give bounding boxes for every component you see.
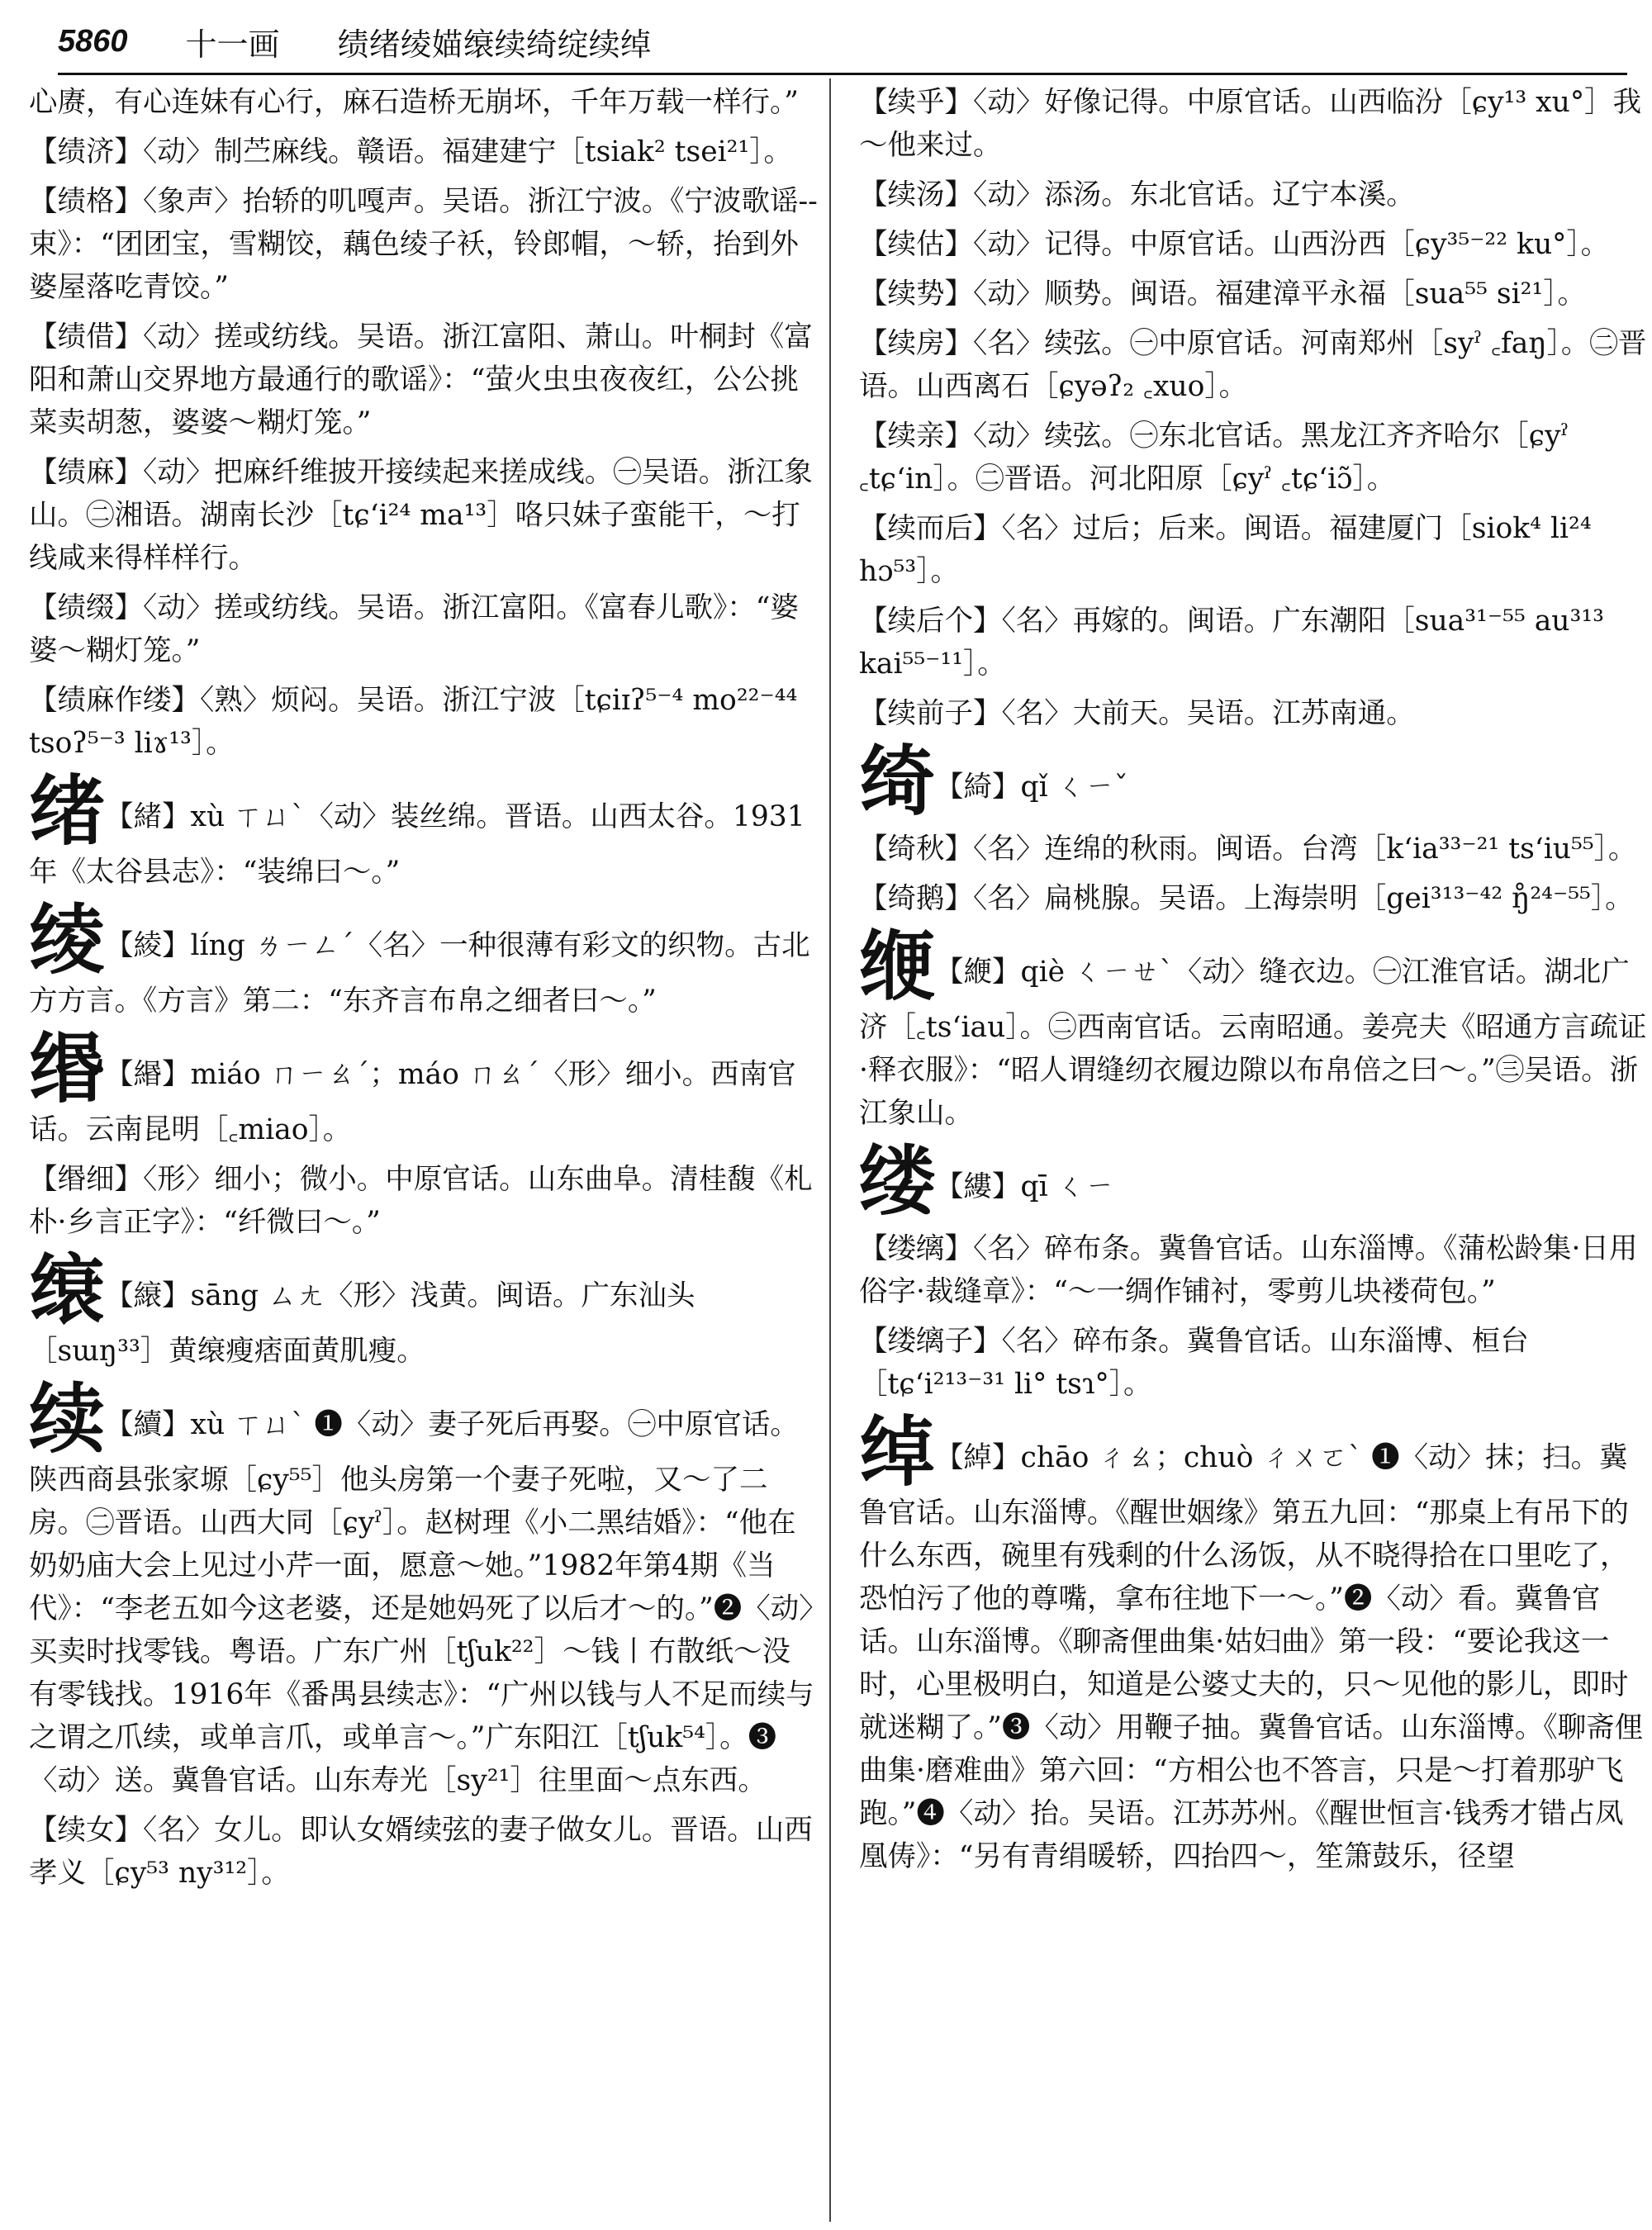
entry: 【绩麻】〈动〉把麻纤维披开接续起来搓成线。㊀吴语。浙江象山。㊁湘语。湖南长沙［tɕʻi²⁴ ma¹³］咯只妹子蛮能干，～打线咸来得样样行。 (29, 456, 813, 575)
entry: 【绩借】〈动〉搓或纺线。吴语。浙江富阳、萧山。叶桐封《富阳和萧山交界地方最通行的歌谣》：“萤火虫虫夜夜红，公公挑菜卖胡葱，婆婆～糊灯笼。” (29, 320, 813, 439)
entry: 【绩济】〈动〉制苎麻线。赣语。福建建宁［tsiak² tsei²¹］。 (29, 135, 793, 168)
head-entry: 绰【綽】chāo ㄔㄠ；chuò ㄔㄨㄛˋ ❶〈动〉抹；扫。冀鲁官话。山东淄博。《醒世姻缘》第五九回：“那桌上有吊下的什么东西，碗里有残剩的什么汤饭，从不晓得拾在口里吃了，恐怕污了他的尊嘴，拿布往地下一～。”❷〈动〉看。冀鲁官话。山东淄博。《聊斋俚曲集·姑妇曲》第一段：“要论我这一时，心里极明白，知道是公婆丈夫的，只～见他的影儿，即时就迷糊了。”❸〈动〉用鞭子抽。冀鲁官话。山东淄博。《聊斋俚曲集·磨难曲》第六回：“方相公也不答言，只是～打着那驴飞跑。”❹〈动〉抬。吴语。江苏苏州。《醒世恒言·钱秀才错占凤凰俦》：“另有青绢暖轿，四抬四～，笙箫鼓乐，径望 (859, 1407, 1644, 1873)
head-entry: 缏【緶】qiè ㄑㄧㄝˋ〈动〉缝衣边。㊀江淮官话。湖北广济［꜀tsʻiau］。㊁西南官话。云南昭通。姜亮夫《昭通方言疏证·释衣服》：“昭人谓缝纫衣履边隙以布帛倍之曰～。”㊂吴语。浙江象山。 (859, 922, 1647, 1130)
head-entry: 绪【緒】xù ㄒㄩˋ〈动〉装丝绵。晋语。山西太谷。1931年《太谷县志》：“装绵曰～。” (29, 766, 805, 889)
entry: 【绩格】〈象声〉抬轿的叽嘎声。吴语。浙江宁波。《宁波歌谣--束》：“团团宝，雪糊饺，藕色绫子袄，铃郎帽，～轿，抬到外婆屋落吃青饺。” (29, 185, 818, 304)
entry: 【续势】〈动〉顺势。闽语。福建漳平永福［sua⁵⁵ si²¹］。 (859, 278, 1587, 311)
entry: 【缕缡子】〈名〉碎布条。冀鲁官话。山东淄博、桓台［tɕʻi²¹³⁻³¹ li° tsɿ°］。 (859, 1325, 1529, 1401)
entry: 【续乎】〈动〉好像记得。中原官话。山西临汾［ɕy¹³ xu°］我～他来过。 (859, 86, 1642, 162)
head-entry: 缗【緡】miáo ㄇㄧㄠˊ；máo ㄇㄠˊ〈形〉细小。西南官话。云南昆明［꜀miao］。 (29, 1024, 796, 1146)
head-character: 绰 (859, 1407, 936, 1497)
entry: 【绩缀】〈动〉搓或纺线。吴语。浙江富阳。《富春儿歌》：“婆婆～糊灯笼。” (29, 591, 799, 667)
entry: 【续而后】〈名〉过后；后来。闽语。福建厦门［siok⁴ li²⁴ hɔ⁵³］。 (859, 512, 1592, 588)
right-column (859, 81, 1648, 2220)
head-entry: 缕【縷】qī ㄑㄧ (859, 1136, 1114, 1226)
head-character: 缗 (29, 1024, 106, 1113)
head-entry: 绮【綺】qǐ ㄑㄧˇ (859, 737, 1128, 826)
entry: 【绮秋】〈名〉连绵的秋雨。闽语。台湾［kʻia³³⁻²¹ tsʻiu⁵⁵］。 (859, 833, 1637, 866)
head-character: 缏 (859, 922, 936, 1011)
head-entry: 绫【綾】líng ㄌㄧㄥˊ〈名〉一种很薄有彩文的织物。古北方方言。《方言》第二：“东齐言布帛之细者曰～。” (29, 895, 810, 1018)
left-column (29, 81, 818, 2220)
entry: 【绮鹅】〈名〉扁桃腺。吴语。上海崇明［gei³¹³⁻⁴² ŋ̊²⁴⁻⁵⁵］。 (859, 882, 1634, 915)
head-entry: 缞【縗】sāng ㄙㄤ〈形〉浅黄。闽语。广东汕头［sɯŋ³³］黄缞瘦痞面黄肌瘦。 (29, 1245, 695, 1368)
head-character: 绮 (859, 737, 936, 826)
entry: 【续亲】〈动〉续弦。㊀东北官话。黑龙江齐齐哈尔［ɕyˀ ꜀tɕʻin］。㊁晋语。河北阳原［ɕyˀ ꜀tɕʻiɔ̃］。 (859, 420, 1569, 496)
entry: 【缕缡】〈名〉碎布条。冀鲁官话。山东淄博。《蒲松龄集·日用俗字·裁缝章》：“～一绸作铺衬，零剪儿块褛荷包。” (859, 1232, 1638, 1308)
page-header (58, 17, 1627, 66)
head-character: 绫 (29, 895, 106, 985)
page-number: 5860 (58, 23, 128, 59)
entry: 【续前子】〈名〉大前天。吴语。江苏南通。 (859, 697, 1415, 730)
head-character: 续 (29, 1374, 106, 1464)
entry: 【续汤】〈动〉添汤。东北官话。辽宁本溪。 (859, 178, 1415, 211)
entry: 【缗细】〈形〉细小；微小。中原官话。山东曲阜。清桂馥《札朴·乡言正字》：“纤微曰～。” (29, 1163, 813, 1239)
entry: 【绩麻作缕】〈熟〉烦闷。吴语。浙江宁波［tɕiɪʔ⁵⁻⁴ mo²²⁻⁴⁴ tsoʔ⁵⁻³ liɤ¹³］。 (29, 684, 798, 760)
head-character: 绪 (29, 766, 106, 856)
entry: 【续女】〈名〉女儿。即认女婿续弦的妻子做女儿。晋语。山西孝义［ɕy⁵³ ny³¹²］。 (29, 1814, 813, 1890)
head-entry: 续【續】xù ㄒㄩˋ ❶〈动〉妻子死后再娶。㊀中原官话。陕西商县张家塬［ɕy⁵⁵］他头房第一个妻子死啦，又～了二房。㊁晋语。山西大同［ɕyˀ］。赵树理《小二黑结婚》：“他在奶奶庙大会上见过小芹一面，愿意～她。”1982年第4期《当代》：“李老五如今这老婆，还是她妈死了以后才～的。”❷〈动〉买卖时找零钱。粤语。广东广州［tʃuk²²］～钱丨冇散纸～没有零钱找。1916年《番禺县续志》：“广州以钱与人不足而续与之谓之爪续，或单言爪，或单言～。”广东阳江［tʃuk⁵⁴］。❸〈动〉送。冀鲁官话。山东寿光［sy²¹］往里面～点东西。 (29, 1374, 814, 1797)
head-character: 缕 (859, 1136, 936, 1226)
column-divider (829, 78, 831, 2222)
entry-continuation: 心赓，有心连妹有心行，麻石造桥无崩坏，千年万载一样行。” (29, 86, 799, 119)
header-characters: 绩绪绫媌缞续绮绽续绰 (337, 26, 652, 63)
head-character: 缞 (29, 1245, 106, 1335)
entry: 【续估】〈动〉记得。中原官话。山西汾西［ɕy³⁵⁻²² ku°］。 (859, 228, 1610, 261)
stroke-section: 十一画 (185, 26, 280, 63)
header-rule (58, 73, 1627, 75)
entry: 【续后个】〈名〉再嫁的。闽语。广东潮阳［sua³¹⁻⁵⁵ au³¹³ kai⁵⁵⁻¹¹］。 (859, 605, 1605, 681)
entry: 【续房】〈名〉续弦。㊀中原官话。河南郑州［syˀ ꜀faŋ］。㊁晋语。山西离石［ɕyəʔ₂ ꜀xuo］。 (859, 327, 1647, 403)
